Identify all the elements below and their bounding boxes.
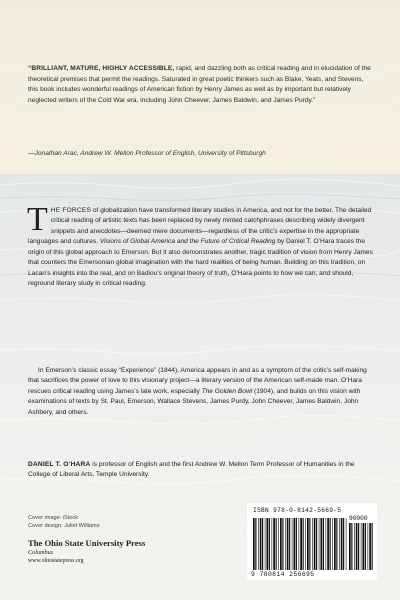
price-barcode xyxy=(349,523,373,570)
barcode-bar xyxy=(356,523,358,570)
publisher-url: www.ohiostatepress.org xyxy=(28,558,84,564)
barcode-bar xyxy=(326,518,327,570)
barcode-bar xyxy=(258,518,259,570)
barcode-bar xyxy=(292,518,293,570)
book-title: Visions of Global America and the Future of Critical Reading xyxy=(99,238,276,246)
barcode-bar xyxy=(321,518,323,570)
barcode-bar xyxy=(354,523,355,570)
barcode-bar xyxy=(272,518,273,570)
barcode-bar xyxy=(269,518,270,570)
publisher-block xyxy=(28,538,145,564)
barcode-bar xyxy=(278,518,279,570)
drop-cap: T xyxy=(27,201,48,238)
barcode-bar xyxy=(276,518,277,570)
description-p2-a: In Emerson’s classic essay “Experience” (1844), America appears in and as a symptom of the critic’s self-making that sacrifices the power of love to this visionary project—a literary version of the American self-made man. O’Hara rescues critical reading using James’s late work, especially xyxy=(28,367,367,395)
barcode-bar xyxy=(346,518,347,570)
cover-design-credit: Cover design: Juliet Williams xyxy=(28,523,100,529)
cover-image-credit: Cover image: iStock xyxy=(28,515,79,521)
author-bio-text: is professor of English and the first Andrew W. Mellon Term Professor of Humanities in the College of Liberal Arts, Temple University. xyxy=(28,461,355,479)
publisher-city: Columbus xyxy=(28,549,54,556)
barcode-box xyxy=(247,503,377,580)
barcode-digits: 9 780814 256695 xyxy=(251,571,315,578)
isbn-label: ISBN 978-0-8142-5669-5 xyxy=(253,507,342,514)
barcode-bar xyxy=(349,523,351,570)
barcode-bar xyxy=(372,523,373,570)
barcode-bar xyxy=(312,518,313,570)
barcode-bar xyxy=(309,518,310,570)
description-p1-a: of globalization have transformed literary studies in America, and not for the better. The detailed critical reading of artistic texts has been replaced by newly minted catchphrases describing widely divergent snippets and anecdotes—deemed mere documents—regardless of the critic’s expertise in the appropriate languages and cultures. xyxy=(28,207,372,246)
blurb-text: rapid, and dazzling both as critical reading and in elucidation of the theoretical premises that permit the readings. Saturated in great poetic thinkers such as Blake, Yeats, and Stevens, this book includes wonderful readings of American fiction by Henry James as well as by important but relatively neglected writers of the Cold War era, including John Cheever, James Baldwin, and James Purdy.” xyxy=(28,65,371,104)
barcode-bar xyxy=(361,523,362,570)
barcode-bar xyxy=(341,518,343,570)
barcode-bar xyxy=(287,518,289,570)
barcode-bar xyxy=(316,518,317,570)
barcode-bar xyxy=(289,518,290,570)
barcode-bar xyxy=(273,518,275,570)
barcode-bar xyxy=(368,523,369,570)
description-p2-b: (1904), and builds on this vision with examinations of texts by St. Paul, Emerson, Wallace Stevens, James Purdy, John Cheever, James Baldwin, John Ashbery, and others. xyxy=(28,387,361,416)
barcode-bar xyxy=(280,518,282,570)
blurb-lead: “BRILLIANT, MATURE, HIGHLY ACCESSIBLE, xyxy=(28,65,175,72)
barcode-bar xyxy=(319,518,320,570)
barcode-bar xyxy=(265,518,266,570)
barcode-bar xyxy=(351,523,352,570)
barcode-bar xyxy=(255,518,256,570)
barcode-bar xyxy=(299,518,300,570)
description-paragraph-1 xyxy=(27,201,374,290)
barcode-bar xyxy=(303,518,304,570)
description-p1-b: by Daniel T. O’Hara traces the origin of this global approach to Emerson. But it also demonstrates another, tragic tradition of vision from Henry James that counters the Emersonian global imagination with the hard realities of being human. Building on this tradition, on Lacan’s insights into the real, and on Badiou’s original theory of truth, O’Hara points to how we can, and should, reground literary study in critical reading. xyxy=(28,238,373,288)
barcode-bar xyxy=(253,518,255,570)
barcode-bar xyxy=(296,518,297,570)
barcode xyxy=(253,518,347,570)
barcode-bar xyxy=(323,518,324,570)
barcode-bar xyxy=(369,523,371,570)
barcode-bar xyxy=(334,518,336,570)
barcode-bar xyxy=(330,518,331,570)
barcode-bar xyxy=(358,523,359,570)
blurb-quote xyxy=(28,64,374,106)
barcode-bar xyxy=(267,518,269,570)
barcode-bar xyxy=(294,518,296,570)
author-bio xyxy=(28,460,374,481)
barcode-bar xyxy=(343,518,344,570)
blurb-attribution: —Jonathan Arac, Andrew W. Mellon Professor of English, University of Pittsburgh xyxy=(28,150,266,157)
barcode-bar xyxy=(305,518,306,570)
barcode-bar xyxy=(339,518,340,570)
golden-bowl-title: The Golden Bowl xyxy=(201,387,253,395)
barcode-bar xyxy=(300,518,302,570)
barcode-bar xyxy=(307,518,309,570)
barcode-bar xyxy=(260,518,262,570)
barcode-bar xyxy=(363,523,365,570)
description-lead: HE FORCES xyxy=(50,207,92,214)
barcode-bar xyxy=(285,518,286,570)
description-paragraph-2 xyxy=(28,366,374,418)
publisher-name: The Ohio State University Press xyxy=(28,538,146,548)
barcode-bar xyxy=(282,518,283,570)
barcode-bar xyxy=(365,523,366,570)
barcode-bar xyxy=(336,518,337,570)
author-name: DANIEL T. O’HARA xyxy=(28,461,91,468)
barcode-bar xyxy=(262,518,263,570)
barcode-bar xyxy=(327,518,329,570)
barcode-bar xyxy=(332,518,333,570)
cover-credits xyxy=(28,514,100,530)
price-code: 90000 xyxy=(349,515,368,522)
barcode-bar xyxy=(314,518,316,570)
